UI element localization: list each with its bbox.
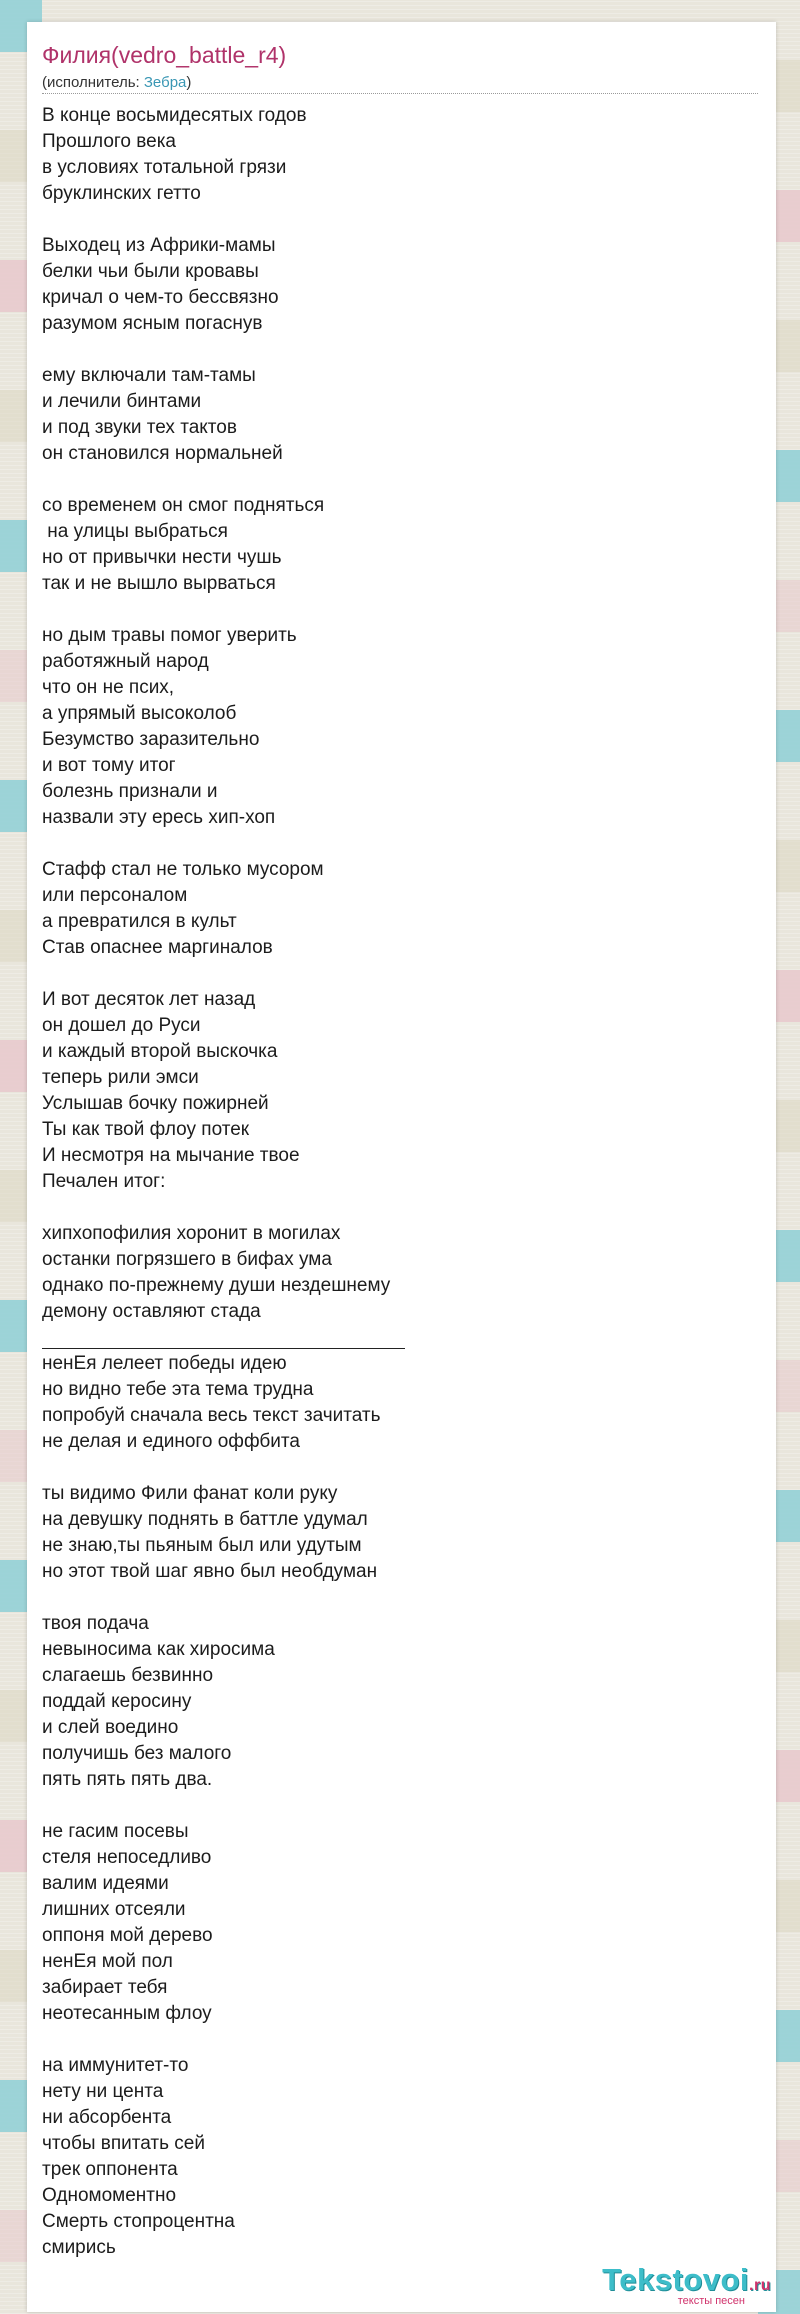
lyric-line: ему включали там-тамы xyxy=(42,365,256,386)
lyric-line: пять пять пять два. xyxy=(42,1769,213,1790)
lyric-line: Одномоментно xyxy=(42,2185,177,2206)
song-title: Филия(vedro_battle_r4) xyxy=(42,42,287,68)
artist-prefix: (исполнитель: xyxy=(42,74,144,91)
lyric-line: он становился нормальней xyxy=(42,443,283,464)
lyric-line: И несмотря на мычание твое xyxy=(42,1145,300,1166)
lyric-line: он дошел до Руси xyxy=(42,1015,201,1036)
lyric-line: что он не псих, xyxy=(42,677,175,698)
lyrics-text xyxy=(42,103,742,2261)
lyric-line: стеля непоседливо xyxy=(42,1847,212,1868)
lyric-line: разумом ясным погаснув xyxy=(42,313,263,334)
lyric-line: не делая и единого оффбита xyxy=(42,1431,300,1452)
lyric-line xyxy=(42,1585,742,1611)
lyric-line: и лечили бинтами xyxy=(42,391,202,412)
lyric-line: на улицы выбраться xyxy=(42,521,228,542)
lyric-line: но дым травы помог уверить xyxy=(42,625,297,646)
lyric-line: валим идеями xyxy=(42,1873,169,1894)
lyric-line xyxy=(42,1455,742,1481)
lyric-line: ты видимо Фили фанат коли руку xyxy=(42,1483,338,1504)
lyric-line: теперь рили эмси xyxy=(42,1067,199,1088)
lyric-line: твоя подача xyxy=(42,1613,149,1634)
lyric-line: назвали эту ересь хип-хоп xyxy=(42,807,276,828)
lyric-line: работяжный народ xyxy=(42,651,209,672)
lyric-line: а превратился в культ xyxy=(42,911,237,932)
lyric-line: кричал о чем-то бессвязно xyxy=(42,287,279,308)
lyric-line: поддай керосину xyxy=(42,1691,192,1712)
lyric-line: или персоналом xyxy=(42,885,188,906)
lyric-line xyxy=(42,207,742,233)
logo-wordmark: Tekstovoi xyxy=(602,2262,750,2297)
lyric-line: забирает тебя xyxy=(42,1977,168,1998)
lyric-line: Безумство заразительно xyxy=(42,729,260,750)
lyric-line: но этот твой шаг явно был необдуман xyxy=(42,1561,378,1582)
lyric-line: и вот тому итог xyxy=(42,755,176,776)
lyric-line: на иммунитет-то xyxy=(42,2055,189,2076)
lyric-line: Услышав бочку пожирней xyxy=(42,1093,269,1114)
lyric-line: со временем он смог подняться xyxy=(42,495,325,516)
lyric-line xyxy=(42,337,742,363)
lyric-line xyxy=(42,1195,742,1221)
lyric-line: но видно тебе эта тема трудна xyxy=(42,1379,314,1400)
lyric-line: ненЕя лелеет победы идею xyxy=(42,1353,287,1374)
site-logo[interactable] xyxy=(602,2262,771,2307)
lyric-line: Прошлого века xyxy=(42,131,177,152)
lyric-line: но от привычки нести чушь xyxy=(42,547,282,568)
lyric-line: И вот десяток лет назад xyxy=(42,989,256,1010)
lyric-line: неотесанным флоу xyxy=(42,2003,212,2024)
lyric-line: ни абсорбента xyxy=(42,2107,172,2128)
lyric-line: В конце восьмидесятых годов xyxy=(42,105,307,126)
lyric-line: получишь без малого xyxy=(42,1743,232,1764)
lyric-line: оппоня мой дерево xyxy=(42,1925,213,1946)
lyric-line: и под звуки тех тактов xyxy=(42,417,237,438)
lyric-line: Стафф стал не только мусором xyxy=(42,859,324,880)
lyric-line: демону оставляют стада xyxy=(42,1301,261,1322)
lyric-line: не знаю,ты пьяным был или удутым xyxy=(42,1535,362,1556)
artist-line xyxy=(42,74,191,91)
lyric-line: не гасим посевы xyxy=(42,1821,189,1842)
lyric-line: Выходец из Африки-мамы xyxy=(42,235,276,256)
lyric-line: и слей воедино xyxy=(42,1717,179,1738)
lyric-line: останки погрязшего в бифах ума xyxy=(42,1249,332,1270)
logo-tagline: тексты песен xyxy=(677,2295,745,2307)
lyric-line: ненЕя мой пол xyxy=(42,1951,173,1972)
logo-tld: .ru xyxy=(749,2277,771,2294)
lyric-line: Смерть стопроцентна xyxy=(42,2211,235,2232)
lyric-line: бруклинских гетто xyxy=(42,183,201,204)
lyric-line: и каждый второй выскочка xyxy=(42,1041,278,1062)
lyric-line: болезнь признали и xyxy=(42,781,218,802)
lyric-line: Печален итог: xyxy=(42,1171,166,1192)
lyric-line: так и не вышло вырваться xyxy=(42,573,276,594)
lyric-line xyxy=(42,1793,742,1819)
lyric-line: белки чьи были кровавы xyxy=(42,261,259,282)
lyric-line: однако по-прежнему души нездешнему xyxy=(42,1275,391,1296)
lyric-line: лишних отсеяли xyxy=(42,1899,186,1920)
lyric-line: чтобы впитать сей xyxy=(42,2133,205,2154)
lyric-line xyxy=(42,961,742,987)
lyric-line xyxy=(42,467,742,493)
lyric-line: хипхопофилия хоронит в могилах xyxy=(42,1223,341,1244)
artist-link[interactable]: Зебра xyxy=(143,74,187,91)
section-rule xyxy=(42,1325,742,1351)
lyric-line: слагаешь безвинно xyxy=(42,1665,214,1686)
lyric-line xyxy=(42,2027,742,2053)
artist-suffix: ) xyxy=(186,74,192,91)
lyric-line: Став опаснее маргиналов xyxy=(42,937,273,958)
lyric-line: в условиях тотальной грязи xyxy=(42,157,287,178)
lyric-line xyxy=(42,597,742,623)
title-divider xyxy=(42,93,758,94)
lyric-line: невыносима как хиросима xyxy=(42,1639,275,1660)
lyric-line: трек оппонента xyxy=(42,2159,178,2180)
lyric-line: на девушку поднять в баттле удумал xyxy=(42,1509,368,1530)
lyric-line: попробуй сначала весь текст зачитать xyxy=(42,1405,381,1426)
lyric-line: а упрямый высоколоб xyxy=(42,703,237,724)
lyric-line: нету ни цента xyxy=(42,2081,164,2102)
lyric-line: Ты как твой флоу потек xyxy=(42,1119,250,1140)
lyric-line xyxy=(42,831,742,857)
lyric-line: смирись xyxy=(42,2237,116,2258)
